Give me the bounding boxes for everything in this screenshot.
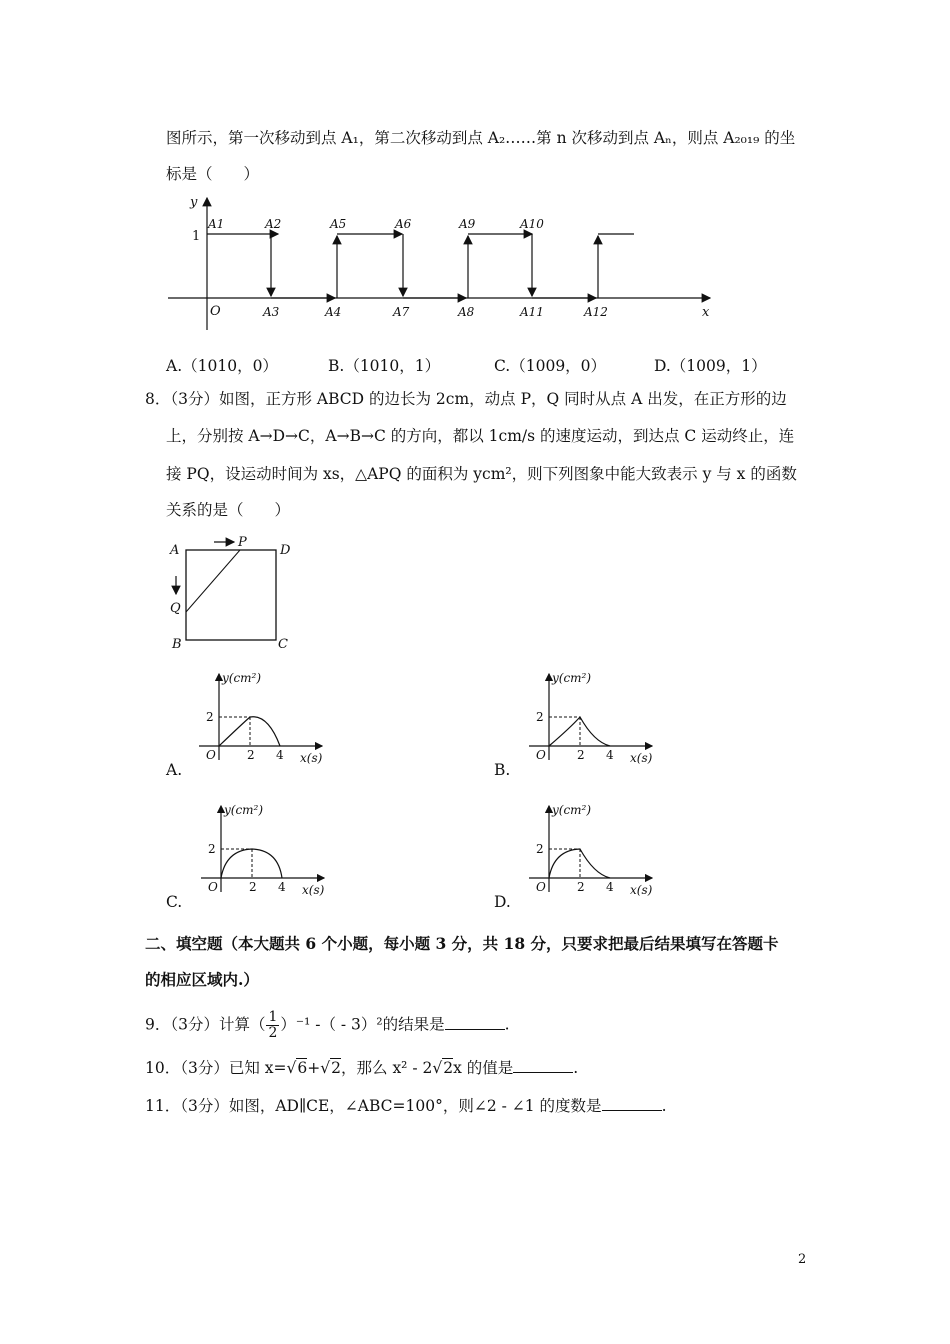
svg-text:4: 4	[606, 880, 614, 894]
label-A6: A6	[395, 217, 412, 231]
svg-text:2: 2	[206, 710, 214, 724]
q9: 9．（3分）计算（ $\frac{1}{2}$ ）⁻¹ -（ - 3）²的结果是 .	[145, 1009, 510, 1041]
svg-text:2: 2	[577, 748, 585, 762]
origin-label: O	[210, 304, 221, 319]
q9-blank	[445, 1015, 505, 1030]
graph-a	[194, 668, 334, 768]
q10-blank	[513, 1058, 573, 1073]
svg-text:O: O	[536, 880, 546, 894]
svg-text:x(s): x(s)	[302, 883, 325, 897]
section2-line1: 二、填空题（本大题共 6 个小题，每小题 3 分，共 18 分，只要求把最后结果填写在答题卡	[145, 934, 779, 953]
svg-text:2: 2	[249, 880, 257, 894]
q8-line2: 上，分别按 A→D→C，A→B→C 的方向，都以 1cm/s 的速度运动，到达点 C 运动终止，连	[166, 427, 795, 445]
label-A10: A10	[520, 217, 544, 231]
square-figure	[168, 532, 308, 652]
svg-text:O: O	[208, 880, 218, 894]
q11-blank	[602, 1096, 662, 1111]
x-axis-label: x	[702, 305, 710, 320]
svg-text:y(cm²): y(cm²)	[552, 671, 592, 685]
svg-text:2: 2	[536, 710, 544, 724]
svg-text:4: 4	[276, 748, 284, 762]
svg-text:2: 2	[208, 842, 216, 856]
q11: 11．（3分）如图，AD∥CE，∠ABC=100°，则∠2 - ∠1 的度数是 .	[145, 1097, 667, 1115]
label-A12: A12	[584, 305, 608, 319]
label-A2: A2	[265, 217, 282, 231]
q7-line1: 图所示，第一次移动到点 A₁，第二次移动到点 A₂……第 n 次移动到点 Aₙ，则点 A₂₀₁₉ 的坐	[166, 129, 796, 147]
svg-text:2: 2	[577, 880, 585, 894]
svg-text:O: O	[536, 748, 546, 762]
label-A3: A3	[263, 305, 280, 319]
q8-line3: 接 PQ，设运动时间为 xs，△APQ 的面积为 ycm²，则下列图象中能大致表示 y 与 x 的函数	[166, 465, 797, 483]
q7-line2: 标是（ ）	[166, 165, 260, 183]
q8-line1: 8．（3分）如图，正方形 ABCD 的边长为 2cm，动点 P，Q 同时从点 A 出发，在正方形的边	[145, 390, 787, 408]
svg-text:2: 2	[247, 748, 255, 762]
svg-text:4: 4	[606, 748, 614, 762]
q8-line4: 关系的是（ ）	[166, 501, 291, 519]
label-A9: A9	[459, 217, 476, 231]
q7-step-figure	[160, 190, 720, 330]
section2-line2: 的相应区域内.）	[145, 970, 259, 989]
svg-text:2: 2	[536, 842, 544, 856]
label-A1: A1	[208, 217, 225, 231]
svg-text:y(cm²): y(cm²)	[222, 671, 262, 685]
graph-c	[196, 800, 336, 900]
label-A11: A11	[520, 305, 544, 319]
fraction-one-half: $\frac{1}{2}$	[268, 1009, 278, 1041]
svg-text:x(s): x(s)	[300, 751, 323, 765]
label-B: B	[172, 637, 182, 652]
graph-c-letter: C.	[166, 893, 183, 911]
svg-text:4: 4	[278, 880, 286, 894]
label-P: P	[238, 535, 247, 550]
svg-text:x(s): x(s)	[630, 883, 653, 897]
graph-d	[524, 800, 664, 900]
page-number: 2	[798, 1252, 807, 1267]
label-D: D	[280, 543, 291, 558]
graph-b	[524, 668, 664, 768]
label-A7: A7	[393, 305, 410, 319]
svg-text:y(cm²): y(cm²)	[224, 803, 264, 817]
y-axis-label: y	[190, 195, 198, 210]
svg-text:y(cm²): y(cm²)	[552, 803, 592, 817]
q10: 10．（3分）已知 x=√6+√2，那么 x² - 2√2x 的值是 .	[145, 1059, 579, 1077]
graph-b-letter: B.	[494, 761, 511, 779]
q7-option-a: A.（1010，0）	[166, 357, 278, 375]
label-A: A	[170, 543, 180, 558]
q7-option-c: C.（1009，0）	[494, 357, 607, 375]
one-label: 1	[192, 229, 201, 244]
svg-text:x(s): x(s)	[630, 751, 653, 765]
q7-option-b: B.（1010，1）	[328, 357, 441, 375]
label-Q: Q	[170, 601, 181, 616]
label-A4: A4	[325, 305, 342, 319]
q7-option-d: D.（1009，1）	[654, 357, 767, 375]
svg-text:O: O	[206, 748, 216, 762]
graph-d-letter: D.	[494, 893, 511, 911]
label-C: C	[278, 637, 288, 652]
label-A5: A5	[330, 217, 347, 231]
label-A8: A8	[458, 305, 475, 319]
graph-a-letter: A.	[166, 761, 183, 779]
